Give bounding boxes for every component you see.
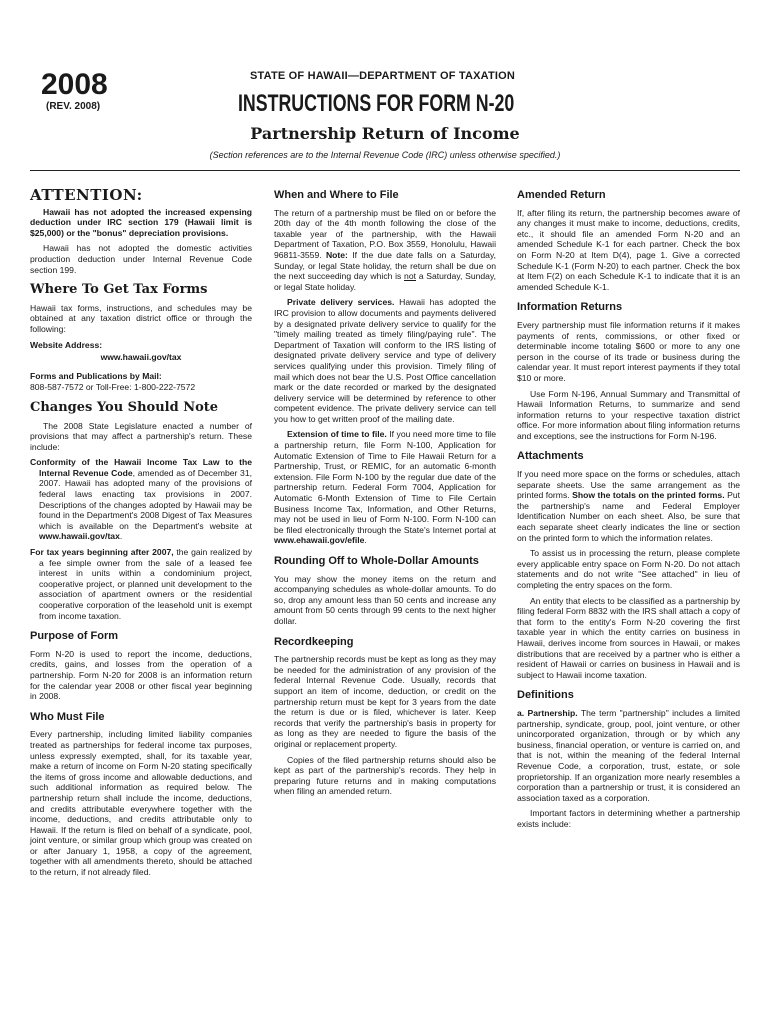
attachments-text-b: Put the partnership's name and Federal Employer Identification Number on each sheet. Also, be sure that each separate sheet clearly indicates the line or section on the printed form to which the information relates.	[517, 490, 740, 543]
when-text: The return of a partnership must be filed on or before the 20th day of the 4th month following the close of the taxable year of the partnership, with the Hawaii Department of Taxation, P.O. Box 3559, Honolulu, Hawaii 96811-3559.	[274, 207, 496, 260]
definition-text: The term "partnership" includes a limited partnership, syndicate, group, pool, joint venture, or other unincorporated organization, through or by which any business, financial operation, or venture is carried on, and that is not, within the meaning of the federal Internal Revenue Code, a corporation, trust, estate, or sole proprietorship. If an organization more nearly resembles a corporation than a partnership or trust, it is considered an association taxed as a corporation.	[517, 707, 740, 803]
rounding-paragraph: You may show the money items on the return and accompanying schedules as whole-dollar amounts. To do so, drop any amount less than 50 cents and increase any amount from 50 cents through 99 cents to the next higher dollar.	[274, 573, 496, 626]
conformity-link[interactable]: www.hawaii.gov/tax	[39, 531, 120, 542]
conformity-text: , amended as of December 31, 2007. Hawaii has adopted many of the provisions of federal laws enacting tax provisions in 2007. Descriptions of the changes adopted by Hawaii may be found in the Department's 2008 Digest of Tax Measures which is available on the Department's website at	[39, 467, 253, 531]
definition-partnership	[517, 708, 740, 803]
amended-return-heading: Amended Return	[517, 189, 606, 201]
note-label: Note:	[325, 249, 348, 260]
column-right	[517, 190, 740, 834]
definition-label: a. Partnership.	[517, 707, 578, 718]
column-middle	[274, 190, 496, 802]
changes-paragraph: The 2008 State Legislature enacted a number of provisions that may affect a partnership's return. These include:	[30, 420, 252, 452]
when-where-paragraph	[274, 208, 496, 293]
section-note: (Section references are to the Internal Revenue Code (IRC) unless otherwise specified.)	[209, 150, 561, 160]
extension-text: If you need more time to file a partnership return, file Form N-100, Application for Automatic Extension of Time to File Hawaii Return for a Partnership, Trust, or REMIC, for an automatic 6-month extension. File Form N-100 by the regular due date of the partnership return. Federal Form 7004, Application for Automatic 6-Month Extension of Time to File Certain Business Income Tax, Information, and Other Returns, may not be used in lieu of Form N-100. Form N-100 can be filed electronically through the State's Internet portal at	[274, 429, 496, 535]
definition-factors: Important factors in determining whether a partnership exists include:	[517, 808, 740, 829]
attachments-bold: Show the totals on the printed forms.	[572, 490, 725, 501]
attachments-heading: Attachments	[517, 450, 584, 463]
conformity-end: .	[119, 531, 123, 542]
tax-year: 2008	[41, 68, 108, 101]
definitions-heading: Definitions	[517, 689, 574, 702]
recordkeeping-paragraph-1: The partnership records must be kept as long as they may be needed for the administration of any provision of the federal Internal Revenue Code. Usually, records that support an item of income, deduction, or credit on the partnership return must be kept for 3 years from the date the return is due or is filed, whichever is later. Keep records that verify the partnership's basis in property for as long as they are needed to figure the basis of the original or replacement property.	[274, 654, 496, 749]
information-returns-paragraph-1: Every partnership must file information returns if it makes payments of rents, commissions, or other fixed or determinable income totaling $600 or more to any one person in the course of its trade or business during the calendar year. It must report interest payments if they total $10 or more.	[517, 319, 740, 383]
attention-heading: ATTENTION:	[30, 186, 143, 204]
department-heading: STATE OF HAWAII—DEPARTMENT OF TAXATION	[250, 70, 516, 82]
taxyears-text: the gain realized by a fee simple owner from the sale of a leased fee interest in units within a condominium project, cooperative project, or planned unit development to the association of apartment owners or the residential cooperative corporation of the leasehold unit is exempt from income taxation.	[39, 547, 252, 621]
extension-paragraph	[274, 429, 496, 546]
recordkeeping-heading: Recordkeeping	[274, 635, 354, 648]
when-where-heading: When and Where to File	[274, 189, 399, 201]
mail-label: Forms and Publications by Mail:	[30, 370, 162, 381]
note-text-a: If the due date falls on a Saturday, Sunday, or legal State holiday, the return shall be due on the next succeeding day which is	[274, 249, 497, 282]
efile-link[interactable]: www.ehawaii.gov/efile	[274, 535, 365, 546]
who-must-file-paragraph: Every partnership, including limited liability companies treated as partnerships for federal income tax purposes, unless expressly exempted, shall, for its taxable year, make a return of income on Form N-20 stating specifically the items of gross income and allowable deductions, and such additional information as required below. The partnership return shall include the income, deductions, and credits attributable everywhere together with the income, deductions, and credits attributable only to Hawaii. If the return is filed on behalf of a syndicate, pool, joint venture, or similar group which group was created on or after January 1, 1958, a copy of the agreement, together with all amendments thereto, should be attached to the return, if not already filed.	[30, 729, 252, 878]
revision: (REV. 2008)	[46, 101, 101, 112]
attention-paragraph-2: Hawaii has not adopted the domestic activities production deduction under Internal Revenue Code section 199.	[30, 243, 252, 275]
where-to-get-forms-heading: Where To Get Tax Forms	[30, 282, 208, 298]
attachments-text-a: If you need more space on the forms or schedules, attach separate sheets. Use the same arrangement as the printed forms.	[517, 469, 740, 501]
changes-heading: Changes You Should Note	[30, 399, 219, 415]
extension-label: Extension of time to file.	[287, 429, 387, 440]
recordkeeping-paragraph-2: Copies of the filed partnership returns should also be kept as part of the partnership's records. They help in preparing future returns and in making computations when filing an amended return.	[274, 754, 496, 797]
mail-phone: 808-587-7572 or Toll-Free: 1-800-222-7572	[30, 382, 196, 393]
purpose-heading: Purpose of Form	[30, 630, 119, 643]
column-left	[30, 186, 253, 883]
purpose-paragraph: Form N-20 is used to report the income, deductions, credits, gains, and losses from the operation of a partnership. Form N-20 for 2008 is an information return for the calendar year 2008 or other fiscal year beginning in 2008.	[30, 648, 252, 702]
website-link[interactable]: www.hawaii.gov/tax	[100, 352, 182, 363]
private-delivery-paragraph	[274, 297, 496, 424]
extension-end: .	[364, 535, 367, 546]
note-not: not	[404, 271, 416, 282]
header-divider	[30, 170, 740, 171]
information-returns-heading: Information Returns	[517, 301, 623, 314]
rounding-heading: Rounding Off to Whole-Dollar Amounts	[274, 555, 479, 567]
conformity-lead: Conformity of the Hawaii Income Tax Law to the Internal Revenue Code	[30, 457, 252, 478]
attachments-paragraph-1	[517, 469, 740, 543]
attachments-paragraph-2: To assist us in processing the return, please complete every applicable entry space on Form N-20. Do not attach statements and do not write "See attached" in lieu of completing the entry spaces on the form.	[517, 548, 740, 590]
taxyears-lead: For tax years beginning after 2007,	[30, 547, 174, 558]
attention-paragraph-1: Hawaii has not adopted the increased expensing deduction under IRC section 179 (Hawaii limit is $25,000) or the "bonus" depreciation provisions.	[30, 206, 252, 238]
form-subtitle: Partnership Return of Income	[250, 124, 520, 143]
information-returns-paragraph-2: Use Form N-196, Annual Summary and Transmittal of Hawaii Information Returns, to summarize and send information returns to your respective taxation district office. For more information about filing information returns and exceptions, see the instructions for Form N-196.	[517, 388, 740, 441]
taxyears-item	[30, 547, 252, 621]
private-delivery-text: Hawaii has adopted the IRC provision to allow documents and payments delivered by a designated private delivery service to qualify for the "timely mailing treated as timely filing/paying rule". The Department of Taxation will conform to the IRS listing of designated private delivery service and type of delivery services qualifying under this provision. Timely filing of mail which does not bear the U.S. Post Office cancellation mark or the date recorded or marked by the designated delivery service will be determined by reference to other competent evidence. The private delivery service can tell you how to get written proof of the mailing date.	[274, 297, 496, 424]
who-must-file-heading: Who Must File	[30, 710, 105, 723]
conformity-item	[30, 457, 252, 542]
website-label: Website Address:	[30, 339, 103, 350]
form-title: INSTRUCTIONS FOR FORM N-20	[238, 90, 515, 117]
attachments-paragraph-3: An entity that elects to be classified as a partnership by filing federal Form 8832 with the IRS shall attach a copy of that form to the entity's Form N-20 covering the first taxable year in which the entity carries on business in Hawaii, derives income from sources in Hawaii, or makes distributions that are received by a partner who is either a resident of Hawaii or carries on business in Hawaii and is subject to Hawaii income taxation.	[517, 595, 740, 680]
forms-paragraph: Hawaii tax forms, instructions, and schedules may be obtained at any taxation district office or through the following:	[30, 302, 252, 334]
private-delivery-label: Private delivery services.	[287, 297, 395, 308]
amended-return-paragraph: If, after filing its return, the partnership becomes aware of any changes it must make to income, deductions, credits, etc., it should file an amended Form N-20 and an amended Schedule K-1 for each partner. Check the box on Form N-20 at Item D(4), page 1. Give a corrected Schedule K-1 (Form N-20) to each partner. Check the box at Item F(2) on each Schedule K-1 to indicate that it is an amended Schedule K-1.	[517, 207, 740, 292]
note-text-b: a Saturday, Sunday, or legal State holiday.	[274, 271, 496, 292]
